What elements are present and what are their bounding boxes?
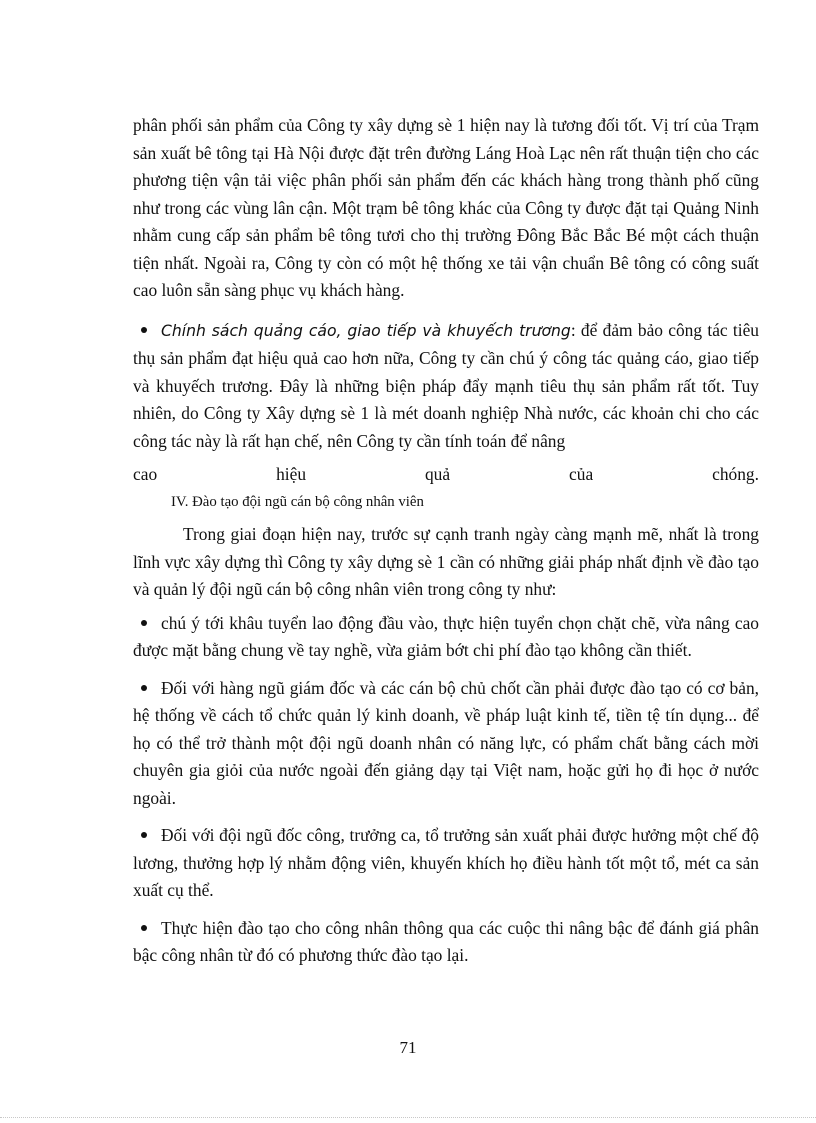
word: hiệu xyxy=(276,464,307,484)
page-bottom-divider xyxy=(0,1117,816,1118)
bullet-advertising xyxy=(133,317,759,456)
bullet-foreman-salary: Đối với đội ngũ đốc công, trưởng ca, tổ trưởng sản xuất phải được hưởng một chế độ lương, thưởng hợp lý nhằm động viên, khuyến khích họ điều hành tốt một tổ, mét ca sản xuất cụ thể. xyxy=(133,822,759,905)
word: cao xyxy=(133,464,158,484)
section-intro: Trong giai đoạn hiện nay, trước sự cạnh tranh ngày càng mạnh mẽ, nhất là trong lĩnh vực xây dựng thì Công ty xây dựng sè 1 cần có những giải pháp nhất định về đào tạo và quản lý đội ngũ cán bộ công nhân viên trong công ty như: xyxy=(133,524,759,599)
document-page xyxy=(133,112,759,980)
bullet-advertising-last-line xyxy=(133,463,759,485)
section-heading: IV. Đào tạo đội ngũ cán bộ công nhân viên xyxy=(171,494,424,510)
page-number: 71 xyxy=(399,1038,417,1057)
bullet-worker-training: Thực hiện đào tạo cho công nhân thông qua các cuộc thi nâng bậc để đánh giá phân bậc công nhân từ đó có phương thức đào tạo lại. xyxy=(133,915,759,970)
bullet-management-training: Đối với hàng ngũ giám đốc và các cán bộ chủ chốt cần phải được đào tạo có cơ bản, hệ thống về cách tổ chức quản lý kinh doanh, về pháp luật kinh tế, tiền tệ tín dụng... để họ có thể trở thành một đội ngũ doanh nhân có năng lực, có phẩm chất bằng cách mời chuyên gia giỏi của nước ngoài đến giảng dạy tại Việt nam, hoặc gửi họ đi học ở nước ngoài. xyxy=(133,675,759,813)
bullet-advertising-text: : để đảm bảo công tác tiêu thụ sản phẩm đạt hiệu quả cao hơn nữa, Công ty cần chú ý công tác quảng cáo, giao tiếp và khuyếch trương. Đây là những biện pháp đẩy mạnh tiêu thụ sản phẩm rất tốt. Tuy nhiên, do Công ty Xây dựng sè 1 là mét doanh nghiệp Nhà nước, các khoản chi cho các công tác này là rất hạn chế, nên Công ty cần tính toán để nâng xyxy=(133,319,759,451)
word: chóng. xyxy=(712,464,759,484)
word: quả xyxy=(424,464,451,484)
bullet-advertising-lead: Chính sách quảng cáo, giao tiếp và khuyếch trương xyxy=(161,321,571,340)
word: của xyxy=(569,464,594,484)
bullet-recruitment: chú ý tới khâu tuyển lao động đầu vào, thực hiện tuyển chọn chặt chẽ, vừa nâng cao được mặt bằng chung về tay nghề, vừa giảm bớt chi phí đào tạo không cần thiết. xyxy=(133,610,759,665)
paragraph-distribution: phân phối sản phẩm của Công ty xây dựng sè 1 hiện nay là tương đối tốt. Vị trí của Trạm sản xuất bê tông tại Hà Nội được đặt trên đường Láng Hoà Lạc nên rất thuận tiện cho các phương tiện vận tải việc phân phối sản phẩm đến các khách hàng trong thành phố cũng như trong các vùng lân cận. Một trạm bê tông khác của Công ty được đặt tại Quảng Ninh nhằm cung cấp sản phẩm bê tông tươi cho thị trường Đông Bắc Bắc Bé một cách thuận tiện nhất. Ngoài ra, Công ty còn có một hệ thống xe tải vận chuẩn Bê tông có công suất cao luôn sẵn sàng phục vụ khách hàng. xyxy=(133,115,759,300)
